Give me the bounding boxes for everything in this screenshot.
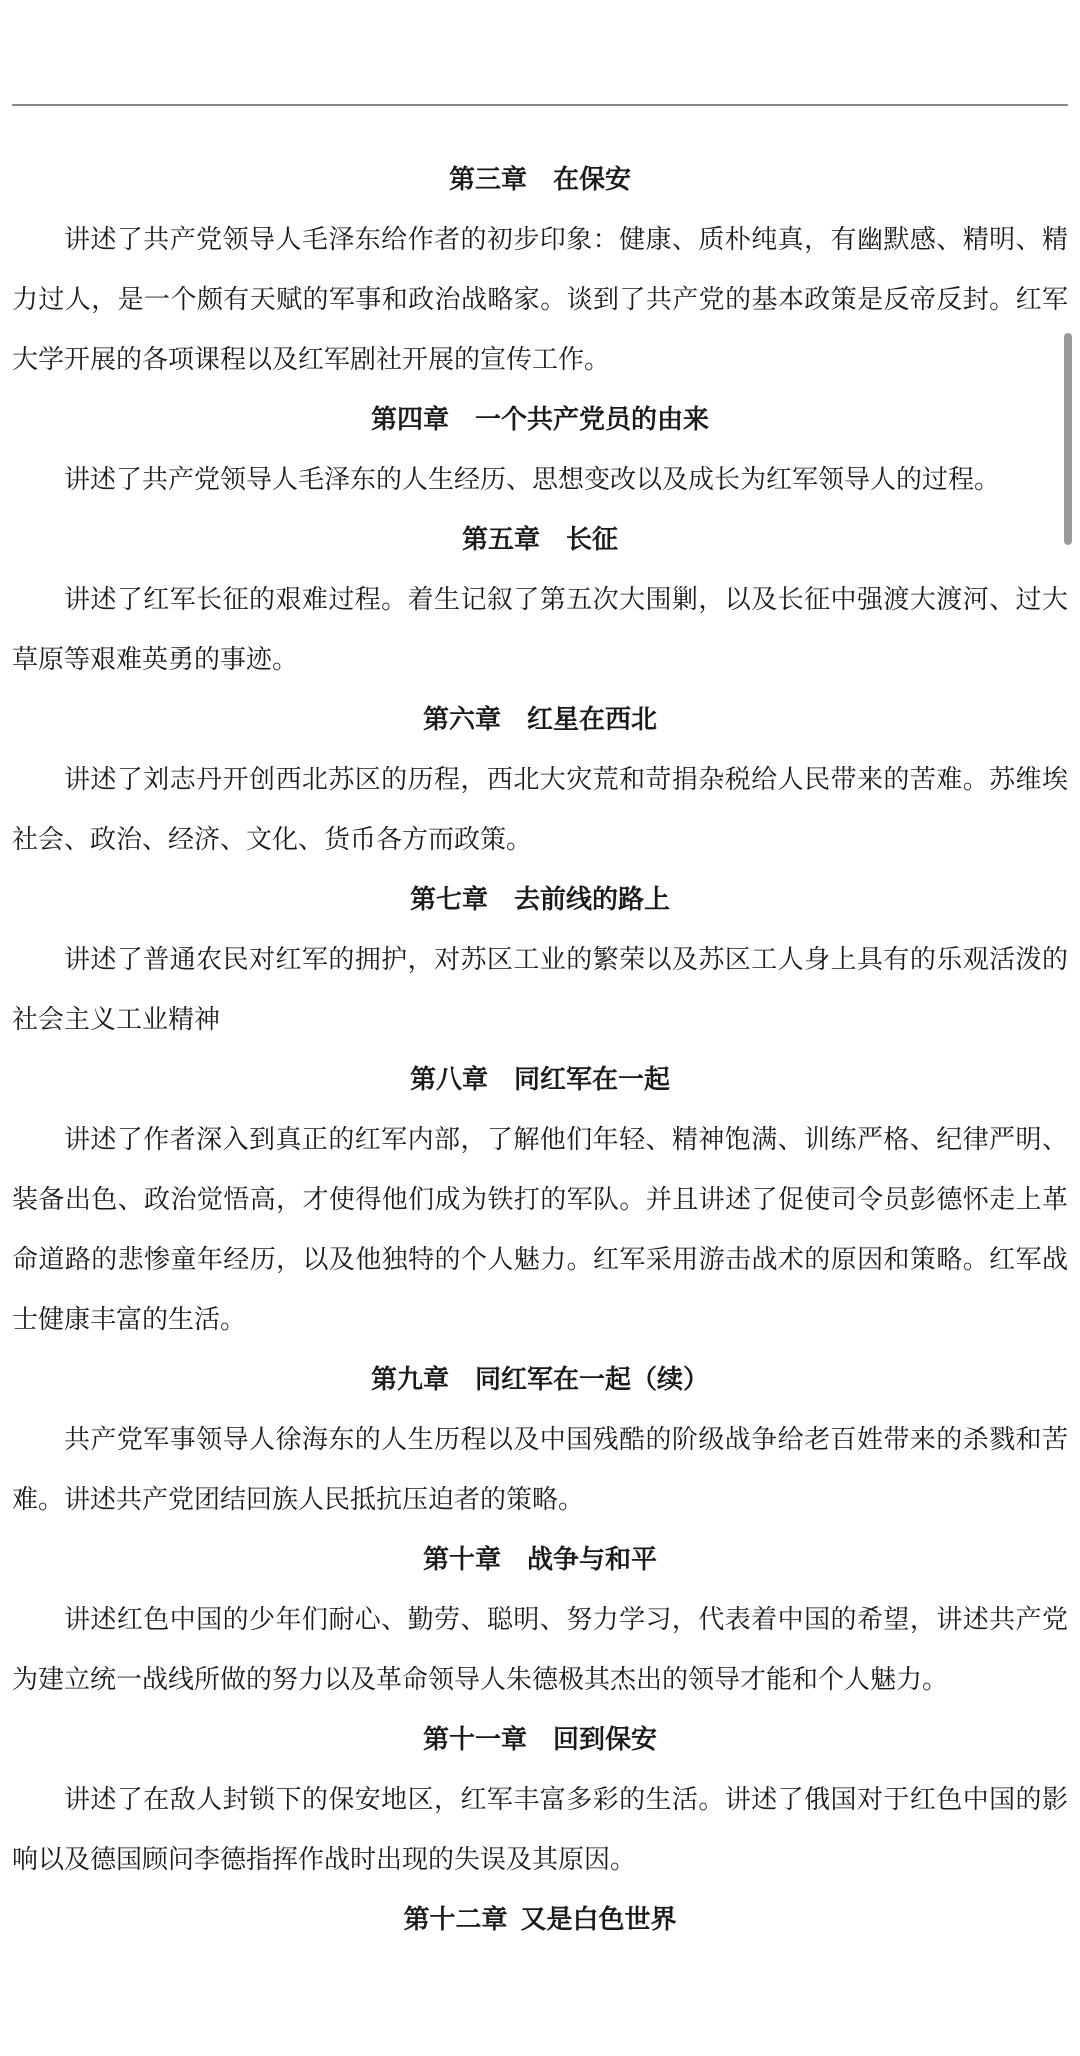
chapter-7-title: 第七章 去前线的路上 (409, 885, 670, 915)
chapter-9-title: 第九章 同红军在一起（续） (370, 1365, 709, 1395)
chapter-5-title: 第五章 长征 (461, 525, 618, 555)
chapter-7-description: 讲述了普通农民对红军的拥护，对苏区工业的繁荣以及苏区工人身上具有的乐观活泼的社会主义工业精神 (12, 945, 1068, 1035)
document-body[interactable] (12, 150, 1068, 1950)
chapter-11-title: 第十一章 回到保安 (422, 1725, 657, 1755)
chapter-9-description: 共产党军事领导人徐海东的人生历程以及中国残酷的阶级战争给老百姓带来的杀戮和苦难。讲述共产党团结回族人民抵抗压迫者的策略。 (12, 1425, 1068, 1515)
chapter-6-description: 讲述了刘志丹开创西北苏区的历程，西北大灾荒和苛捐杂税给人民带来的苦难。苏维埃社会、政治、经济、文化、货币各方而政策。 (12, 765, 1068, 855)
chapter-4-title: 第四章 一个共产党员的由来 (370, 405, 709, 435)
chapter-10-description: 讲述红色中国的少年们耐心、勤劳、聪明、努力学习，代表着中国的希望，讲述共产党为建立统一战线所做的努力以及革命领导人朱德极其杰出的领导才能和个人魅力。 (12, 1605, 1068, 1695)
chapter-12-title: 第十二章 又是白色世界 (403, 1905, 677, 1935)
top-divider (12, 104, 1068, 106)
chapter-4-description: 讲述了共产党领导人毛泽东的人生经历、思想变改以及成长为红军领导人的过程。 (64, 465, 1001, 495)
chapter-5-description: 讲述了红军长征的艰难过程。着生记叙了第五次大围剿，以及长征中强渡大渡河、过大草原等艰难英勇的事迹。 (12, 585, 1068, 675)
chapter-10-title: 第十章 战争与和平 (422, 1545, 657, 1575)
chapter-11-description: 讲述了在敌人封锁下的保安地区，红军丰富多彩的生活。讲述了俄国对于红色中国的影响以及德国顾问李德指挥作战时出现的失误及其原因。 (12, 1785, 1068, 1875)
chapter-3-title: 第三章 在保安 (448, 165, 631, 195)
chapter-3-description: 讲述了共产党领导人毛泽东给作者的初步印象：健康、质朴纯真，有幽默感、精明、精力过人，是一个颇有天赋的军事和政治战略家。谈到了共产党的基本政策是反帝反封。红军大学开展的各项课程以及红军剧社开展的宣传工作。 (12, 225, 1068, 375)
chapter-8-title: 第八章 同红军在一起 (409, 1065, 670, 1095)
chapter-8-description: 讲述了作者深入到真正的红军内部，了解他们年轻、精神饱满、训练严格、纪律严明、装备出色、政治觉悟高，才使得他们成为铁打的军队。并且讲述了促使司令员彭德怀走上革命道路的悲惨童年经历，以及他独特的个人魅力。红军采用游击战术的原因和策略。红军战士健康丰富的生活。 (12, 1125, 1068, 1335)
chapter-6-title: 第六章 红星在西北 (422, 705, 657, 735)
